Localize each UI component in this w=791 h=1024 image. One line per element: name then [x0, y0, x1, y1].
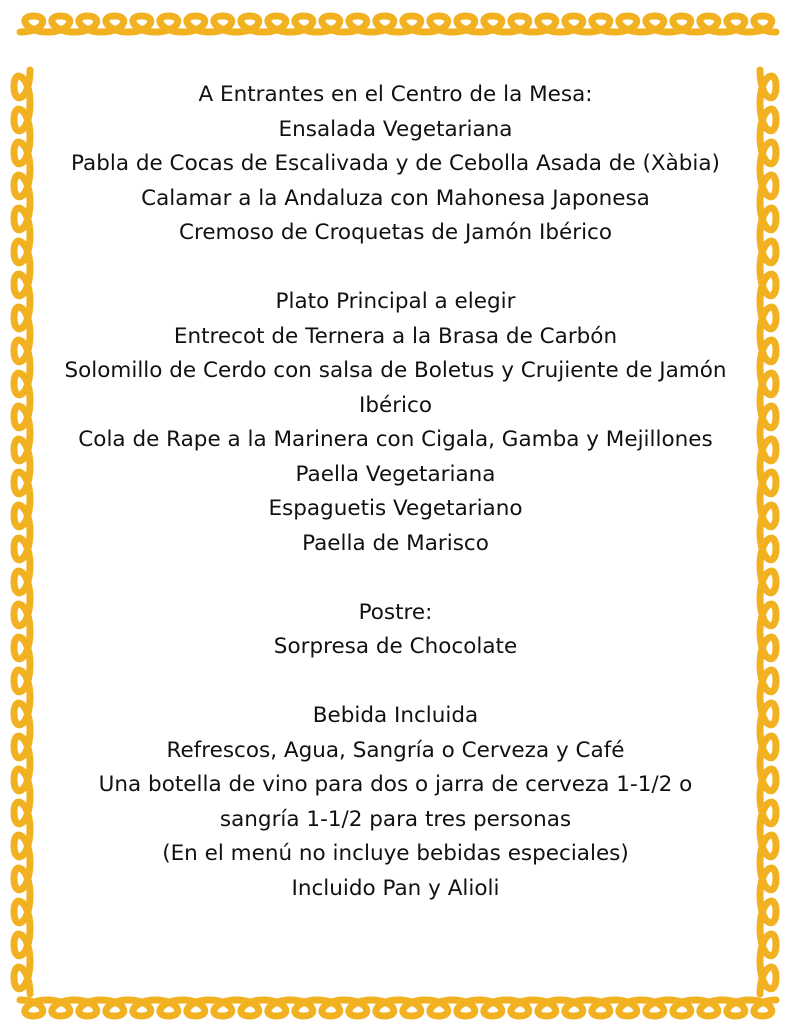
menu-content [40, 78, 751, 906]
border-loop [20, 16, 776, 32]
menu-item: Paella Vegetariana [295, 461, 496, 487]
section-heading-bebida: Bebida Incluida [312, 703, 479, 728]
menu-item: Cremoso de Croquetas de Jamón Ibérico [178, 220, 613, 245]
menu-item: Espaguetis Vegetariano [268, 496, 523, 521]
border-loop [20, 1000, 776, 1016]
menu-item: Refrescos, Agua, Sangría o Cerveza y Café [166, 737, 625, 763]
menu-item: Incluido Pan y Alioli [291, 875, 500, 901]
section-heading-postre: Postre: [358, 599, 433, 625]
menu-item: Sorpresa de Chocolate [273, 634, 518, 659]
menu-item: Ensalada Vegetariana [278, 116, 513, 142]
section-heading-plato-principal: Plato Principal a elegir [275, 289, 516, 314]
section-heading-entrantes: A Entrantes en el Centro de la Mesa: [198, 82, 593, 107]
menu-item: Calamar a la Andaluza con Mahonesa Japonesa [141, 185, 650, 211]
menu-item: Pabla de Cocas de Escalivada y de Cebolla Asada de (Xàbia) [71, 151, 720, 176]
border-loop [14, 70, 30, 994]
section-spacer [40, 251, 751, 286]
menu-item: Solomillo de Cerdo con salsa de Boletus y Crujiente de Jamón Ibérico [64, 358, 727, 418]
border-loop [760, 70, 776, 994]
menu-item: Paella de Marisco [302, 530, 489, 556]
menu-item: Entrecot de Ternera a la Brasa de Carbón [173, 323, 618, 349]
menu-item: Una botella de vino para dos o jarra de cerveza 1-1/2 o sangría 1-1/2 para tres personas [98, 772, 693, 832]
section-spacer [40, 561, 751, 596]
menu-item: (En el menú no incluye bebidas especiales) [162, 841, 629, 866]
menu-item: Cola de Rape a la Marinera con Cigala, Gamba y Mejillones [78, 427, 713, 452]
section-spacer [40, 665, 751, 700]
